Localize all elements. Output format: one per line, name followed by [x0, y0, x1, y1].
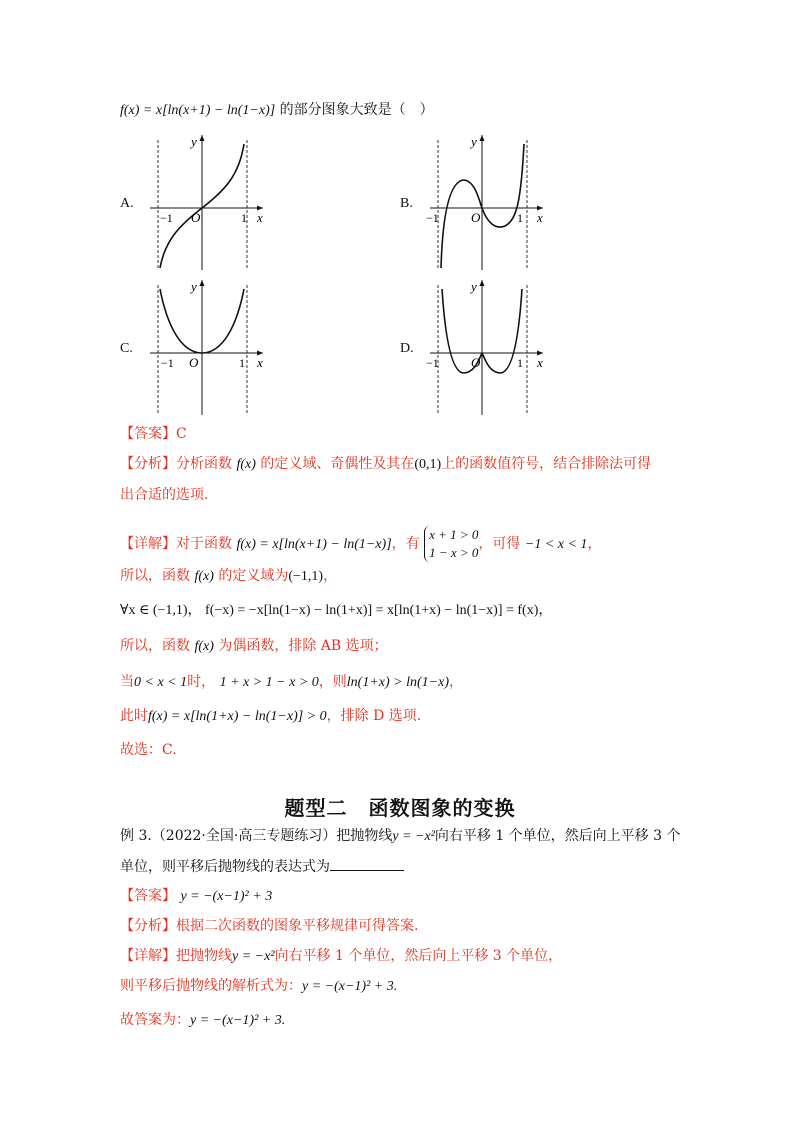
answer-value: C	[176, 426, 187, 442]
detail-l5-math-1: 0 < x < 1	[134, 675, 188, 690]
example3-text-a: 例 3.（2022·全国·高三专题练习）把抛物线	[120, 828, 393, 844]
option-b-label: B.	[400, 196, 413, 211]
detail-l2-end: ，	[323, 568, 338, 584]
graph-c-origin: O	[189, 355, 199, 370]
detail-tag: 【详解】	[120, 536, 176, 552]
example3-math: y = −x²	[392, 829, 435, 844]
graph-b-x-label: x	[537, 210, 543, 225]
example3-detail-text-b: 向右平移 1 个单位，然后向上平移 3 个单位，	[274, 948, 563, 964]
analysis-formula-f: f(x)	[236, 457, 256, 472]
answer-line	[120, 424, 187, 444]
graph-b-one: 1	[517, 211, 523, 225]
question-formula: f(x) = x[ln(x+1) − ln(1−x)]	[120, 103, 276, 118]
example3-text-b: 向右平移 1 个单位，然后向上平移 3 个	[434, 828, 681, 844]
graph-d-x-label: x	[537, 355, 543, 370]
detail-l4-text-a: 所以，函数	[120, 638, 190, 654]
question-text: 的部分图象大致是（ ）	[279, 102, 434, 118]
graph-d-origin: O	[471, 355, 481, 370]
detail-l3-formula: ∀x ∈ (−1,1)， f(−x) = −x[ln(1−x) − ln(1+x)] = x[ln(1+x) − ln(1−x)] = f(x)，	[120, 603, 553, 618]
graph-a-x-label: x	[257, 210, 263, 225]
option-a-label: A.	[120, 196, 134, 211]
analysis-text-a: 分析函数	[176, 456, 232, 472]
detail-l4-text-b: 为偶函数，排除 AB 选项；	[218, 638, 388, 654]
example3-final-text: 故答案为：	[120, 1012, 190, 1028]
graph-d-neg-one: −1	[426, 356, 439, 370]
detail-l5-text-b: 时，	[187, 674, 216, 690]
example3-analysis-line	[120, 916, 418, 936]
analysis-line-2: 出合适的选项.	[120, 487, 209, 503]
example3-answer-math: y = −(x−1)² + 3	[180, 889, 273, 904]
graph-option-b	[425, 130, 555, 279]
example3-detail-line-2	[120, 976, 397, 997]
example3-answer-tag: 【答案】	[120, 888, 176, 904]
example3-analysis-text: 根据二次函数的图象平移规律可得答案.	[176, 918, 419, 934]
detail-l6-math: f(x) = x[ln(1+x) − ln(1−x)] > 0	[148, 709, 327, 724]
detail-l5-math-2: 1 + x > 1 − x > 0	[219, 675, 319, 690]
detail-l4-formula: f(x)	[194, 639, 214, 654]
detail-l5-math-3: ln(1+x) > ln(1−x)	[346, 675, 449, 690]
graph-c-x-label: x	[257, 355, 263, 370]
detail-l5-end: ，	[448, 674, 463, 690]
graph-d-y-label: y	[471, 279, 477, 294]
option-d-label: D.	[400, 341, 414, 356]
detail-l5-text-a: 当	[120, 674, 134, 690]
example3-analysis-tag: 【分析】	[120, 918, 176, 934]
example3-detail-line	[120, 946, 562, 967]
detail-line-7: 故选：C.	[120, 742, 177, 758]
detail-line-6	[120, 706, 421, 727]
graph-option-a	[145, 130, 275, 279]
graph-option-c	[145, 275, 275, 424]
detail-line-5	[120, 672, 463, 693]
detail-l1-text-b: ，有	[391, 536, 420, 552]
detail-l6-text-a: 此时	[120, 708, 148, 724]
detail-l2-formula: f(x)	[194, 569, 214, 584]
section-heading: 题型二 函数图象的变换	[284, 796, 516, 820]
example3-detail-math: y = −x²	[232, 949, 275, 964]
detail-l2-domain: (−1,1)	[288, 569, 324, 584]
analysis-line-1	[120, 454, 651, 475]
graph-b-origin: O	[471, 210, 481, 225]
example3-answer-line	[120, 886, 272, 907]
detail-l1-formula: f(x) = x[ln(x+1) − ln(1−x)]	[236, 537, 392, 552]
graph-c-one: 1	[239, 356, 245, 370]
analysis-interval: (0,1)	[414, 457, 442, 472]
answer-tag: 【答案】	[120, 426, 176, 442]
example3-text-2: 单位，则平移后抛物线的表达式为	[120, 859, 330, 875]
detail-l1-text-a: 对于函数	[176, 536, 232, 552]
example3-detail-text-a: 把抛物线	[176, 948, 232, 964]
detail-system-eq1: x + 1 > 0	[429, 527, 479, 542]
answer-blank	[330, 856, 404, 871]
example3-final-line	[120, 1010, 285, 1031]
detail-system-eq2: 1 − x > 0	[429, 545, 479, 560]
detail-l6-text-b: ，排除 D 选项.	[326, 708, 422, 724]
graph-a-one: 1	[241, 211, 247, 225]
analysis-tag: 【分析】	[120, 456, 176, 472]
option-c-label: C.	[120, 341, 133, 356]
graph-a-neg-one: −1	[160, 211, 173, 225]
graph-b-y-label: y	[471, 134, 477, 149]
analysis-text-b: 的定义域、奇偶性及其在	[260, 456, 415, 472]
graph-c-neg-one: −1	[161, 356, 174, 370]
graph-option-d	[425, 275, 555, 424]
graph-a-y-label: y	[191, 134, 197, 149]
detail-l2-text-b: 的定义域为	[218, 568, 289, 584]
graph-b-neg-one: −1	[426, 211, 439, 225]
detail-l5-text-c: ，则	[318, 674, 347, 690]
detail-line-4	[120, 636, 388, 657]
graph-d-one: 1	[517, 356, 523, 370]
example3-line-1	[120, 826, 681, 847]
detail-line-1	[120, 526, 601, 562]
example3-detail2-text: 则平移后抛物线的解析式为：	[120, 978, 302, 994]
detail-l2-text-a: 所以，函数	[120, 568, 190, 584]
example3-final-math: y = −(x−1)² + 3.	[190, 1013, 286, 1028]
detail-l1-text-c: ，可得	[478, 536, 521, 552]
graph-a-origin: O	[191, 210, 201, 225]
detail-l1-end: ，	[587, 536, 602, 552]
analysis-text-c: 上的函数值符号，结合排除法可得	[441, 456, 652, 472]
graph-c-y-label: y	[191, 279, 197, 294]
detail-l1-result: −1 < x < 1	[524, 537, 588, 552]
detail-system	[424, 526, 478, 562]
example3-detail-tag: 【详解】	[120, 948, 176, 964]
example3-line-2	[120, 856, 404, 877]
detail-line-2	[120, 566, 337, 587]
example3-detail2-math: y = −(x−1)² + 3.	[302, 979, 398, 994]
question-line	[120, 100, 434, 121]
detail-line-3	[120, 600, 552, 621]
